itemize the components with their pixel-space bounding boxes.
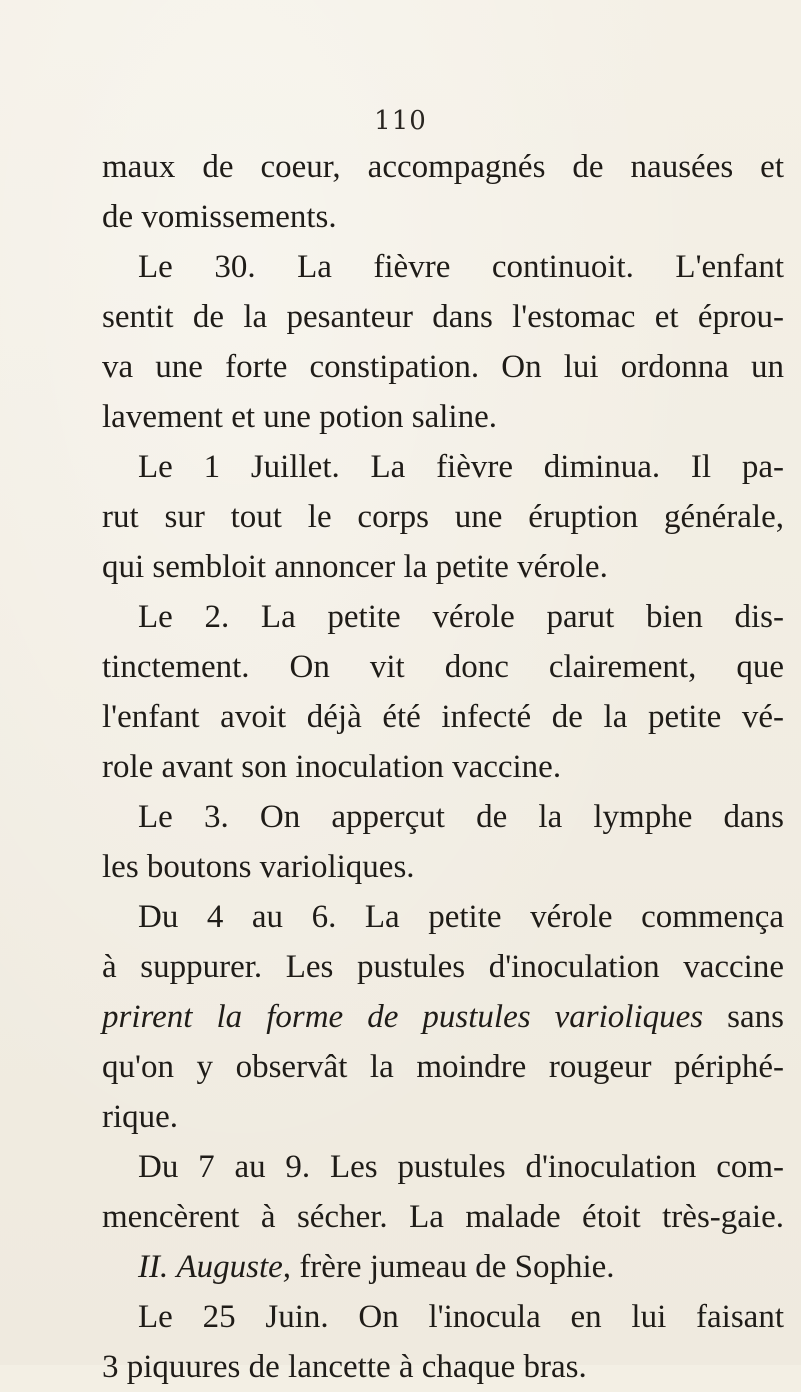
text-line: qui sembloit annoncer la petite vérole.	[102, 549, 608, 585]
text-line: tinctement. On vit donc clairement, que	[102, 649, 784, 685]
text-line: rique.	[102, 1099, 179, 1135]
italic-phrase: prirent la forme de pustules varioliques	[102, 999, 704, 1035]
text-line: Le 3. On apperçut de la lymphe dans	[138, 799, 784, 835]
text-line: mencèrent à sécher. La malade étoit très-gaie.	[102, 1199, 784, 1235]
paragraph-block-1	[102, 142, 784, 992]
text-line: de vomissements.	[102, 199, 337, 235]
text-line: lavement et une potion saline.	[102, 399, 497, 435]
text-line: Du 4 au 6. La petite vérole commença	[138, 899, 784, 935]
text-line: Le 25 Juin. On l'inocula en lui faisant	[138, 1299, 784, 1335]
line-continuation: sans	[703, 999, 784, 1035]
text-line: va une forte constipation. On lui ordonna un	[102, 349, 784, 385]
section-heading-line	[102, 1242, 784, 1292]
text-line: sentit de la pesanteur dans l'estomac et éprou-	[102, 299, 784, 335]
paragraph-block-2	[102, 1042, 784, 1242]
text-line: Le 2. La petite vérole parut bien dis-	[138, 599, 784, 635]
patient-name: Auguste,	[176, 1249, 292, 1285]
text-line: à suppurer. Les pustules d'inoculation vaccine	[102, 949, 784, 985]
text-line: qu'on y observât la moindre rougeur périphé-	[102, 1049, 784, 1085]
page-number: 110	[374, 106, 427, 136]
text-line: role avant son inoculation vaccine.	[102, 749, 562, 785]
text-line: Le 30. La fièvre continuoit. L'enfant	[138, 249, 784, 285]
body-text	[102, 142, 784, 1392]
text-line: Le 1 Juillet. La fièvre diminua. Il pa-	[138, 449, 784, 485]
heading-rest: frère jumeau de Sophie.	[291, 1249, 615, 1285]
paragraph-block-3	[102, 1292, 784, 1392]
text-line: Du 7 au 9. Les pustules d'inoculation com-	[138, 1149, 784, 1185]
text-line: rut sur tout le corps une éruption générale,	[102, 499, 784, 535]
text-line-italic	[102, 992, 784, 1042]
text-line: maux de coeur, accompagnés de nausées et	[102, 149, 784, 185]
text-line: les boutons varioliques.	[102, 849, 415, 885]
text-line: l'enfant avoit déjà été infecté de la petite vé-	[102, 699, 784, 735]
section-numeral: II.	[138, 1249, 169, 1285]
text-line: 3 piquures de lancette à chaque bras.	[102, 1349, 587, 1385]
